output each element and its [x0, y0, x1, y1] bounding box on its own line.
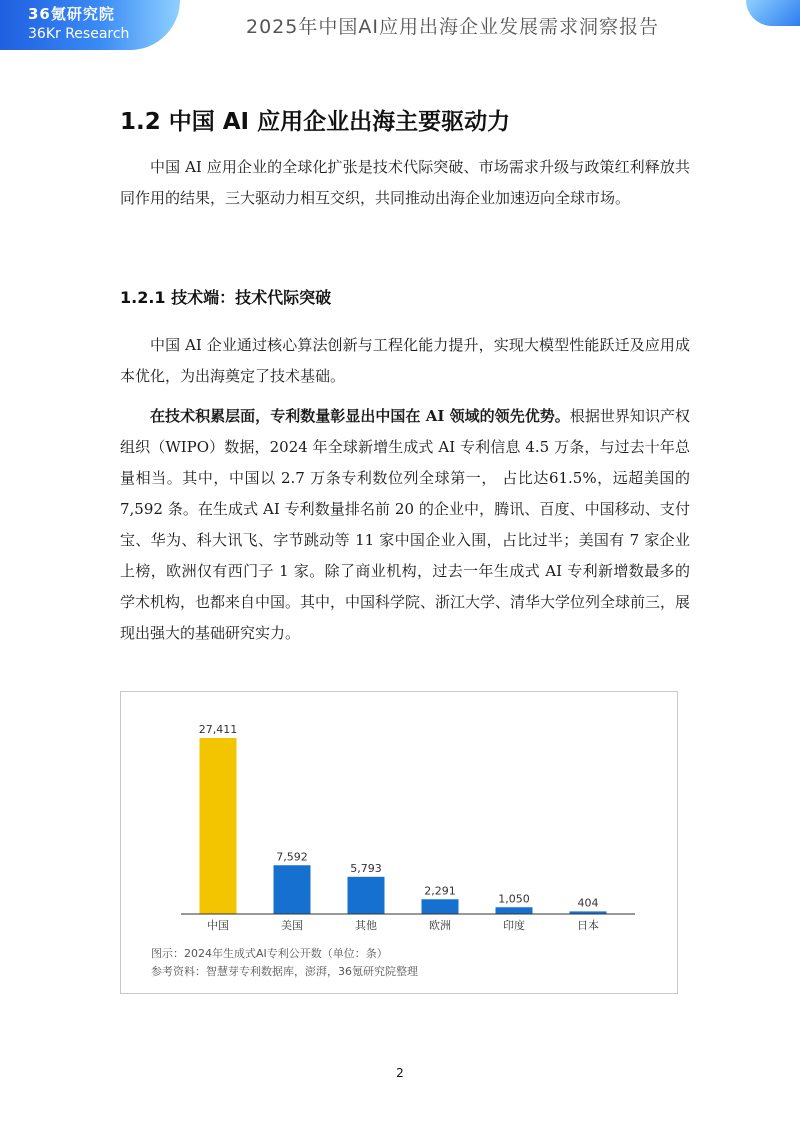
bar-0 [200, 738, 237, 914]
category-label-4: 印度 [503, 919, 525, 932]
bar-2 [348, 877, 385, 914]
category-label-3: 欧洲 [429, 919, 451, 932]
brand-name-cn: 36氪研究院 [28, 5, 115, 23]
bar-value-label-5: 404 [577, 896, 599, 910]
patent-paragraph [120, 401, 690, 649]
category-label-0: 中国 [207, 919, 229, 932]
bar-4 [496, 907, 533, 914]
patent-chart [120, 691, 678, 994]
page-number: 2 [396, 1066, 404, 1080]
patent-paragraph-lead: 在技术积累层面，专利数量彰显出中国在 AI 领域的领先优势。 [150, 407, 570, 425]
header-right-decoration [746, 0, 800, 26]
category-label-2: 其他 [355, 919, 377, 932]
bar-1 [274, 865, 311, 914]
category-label-1: 美国 [281, 919, 303, 932]
category-label-5: 日本 [577, 919, 599, 932]
subsection-title: 1.2.1 技术端：技术代际突破 [120, 288, 332, 307]
bar-value-label-4: 1,050 [498, 892, 530, 906]
tech-paragraph: 中国 AI 企业通过核心算法创新与工程化能力提升，实现大模型性能跃迁及应用成本优化，为出海奠定了技术基础。 [120, 336, 690, 385]
brand-name-en: 36Kr Research [28, 26, 130, 42]
bar-value-label-0: 27,411 [198, 723, 238, 736]
intro-paragraph: 中国 AI 应用企业的全球化扩张是技术代际突破、市场需求升级与政策红利释放共同作用的结果，三大驱动力相互交织，共同推动出海企业加速迈向全球市场。 [120, 158, 690, 207]
patent-bar-chart [121, 692, 677, 942]
bar-value-label-1: 7,592 [276, 850, 308, 864]
bar-value-label-2: 5,793 [350, 861, 382, 875]
figure-caption: 图示：2024年生成式AI专利公开数（单位：条） [151, 947, 388, 960]
patent-paragraph-body: 根据世界知识产权组织（WIPO）数据，2024 年全球新增生成式 AI 专利信息 4.5 万条，与过去十年总量相当。其中，中国以 2.7 万条专利数位列全球第一， 占比达61.5%，远超美国的 7,592 条。在生成式 AI 专利数量排名前 20 的企业中，腾讯、百度、中国移动、支付宝、华为、科大讯飞、字节跳动等 11 家中国企业入围，占比过半；美国有 7 家企业上榜，欧洲仅有西门子 1 家。除了商业机构，过去一年生成式 AI 专利新增数最多的学术机构，也都来自中国。其中，中国科学院、浙江大学、清华大学位列全球前三，展现出强大的基础研究实力。 [120, 407, 691, 642]
brand-logo [28, 4, 129, 44]
report-title: 2025年中国AI应用出海企业发展需求洞察报告 [246, 16, 659, 38]
bar-value-label-3: 2,291 [424, 884, 456, 898]
bar-3 [422, 899, 459, 914]
source-caption: 参考资料：智慧芽专利数据库，澎湃，36氪研究院整理 [151, 965, 418, 978]
section-title: 1.2 中国 AI 应用企业出海主要驱动力 [120, 109, 511, 135]
